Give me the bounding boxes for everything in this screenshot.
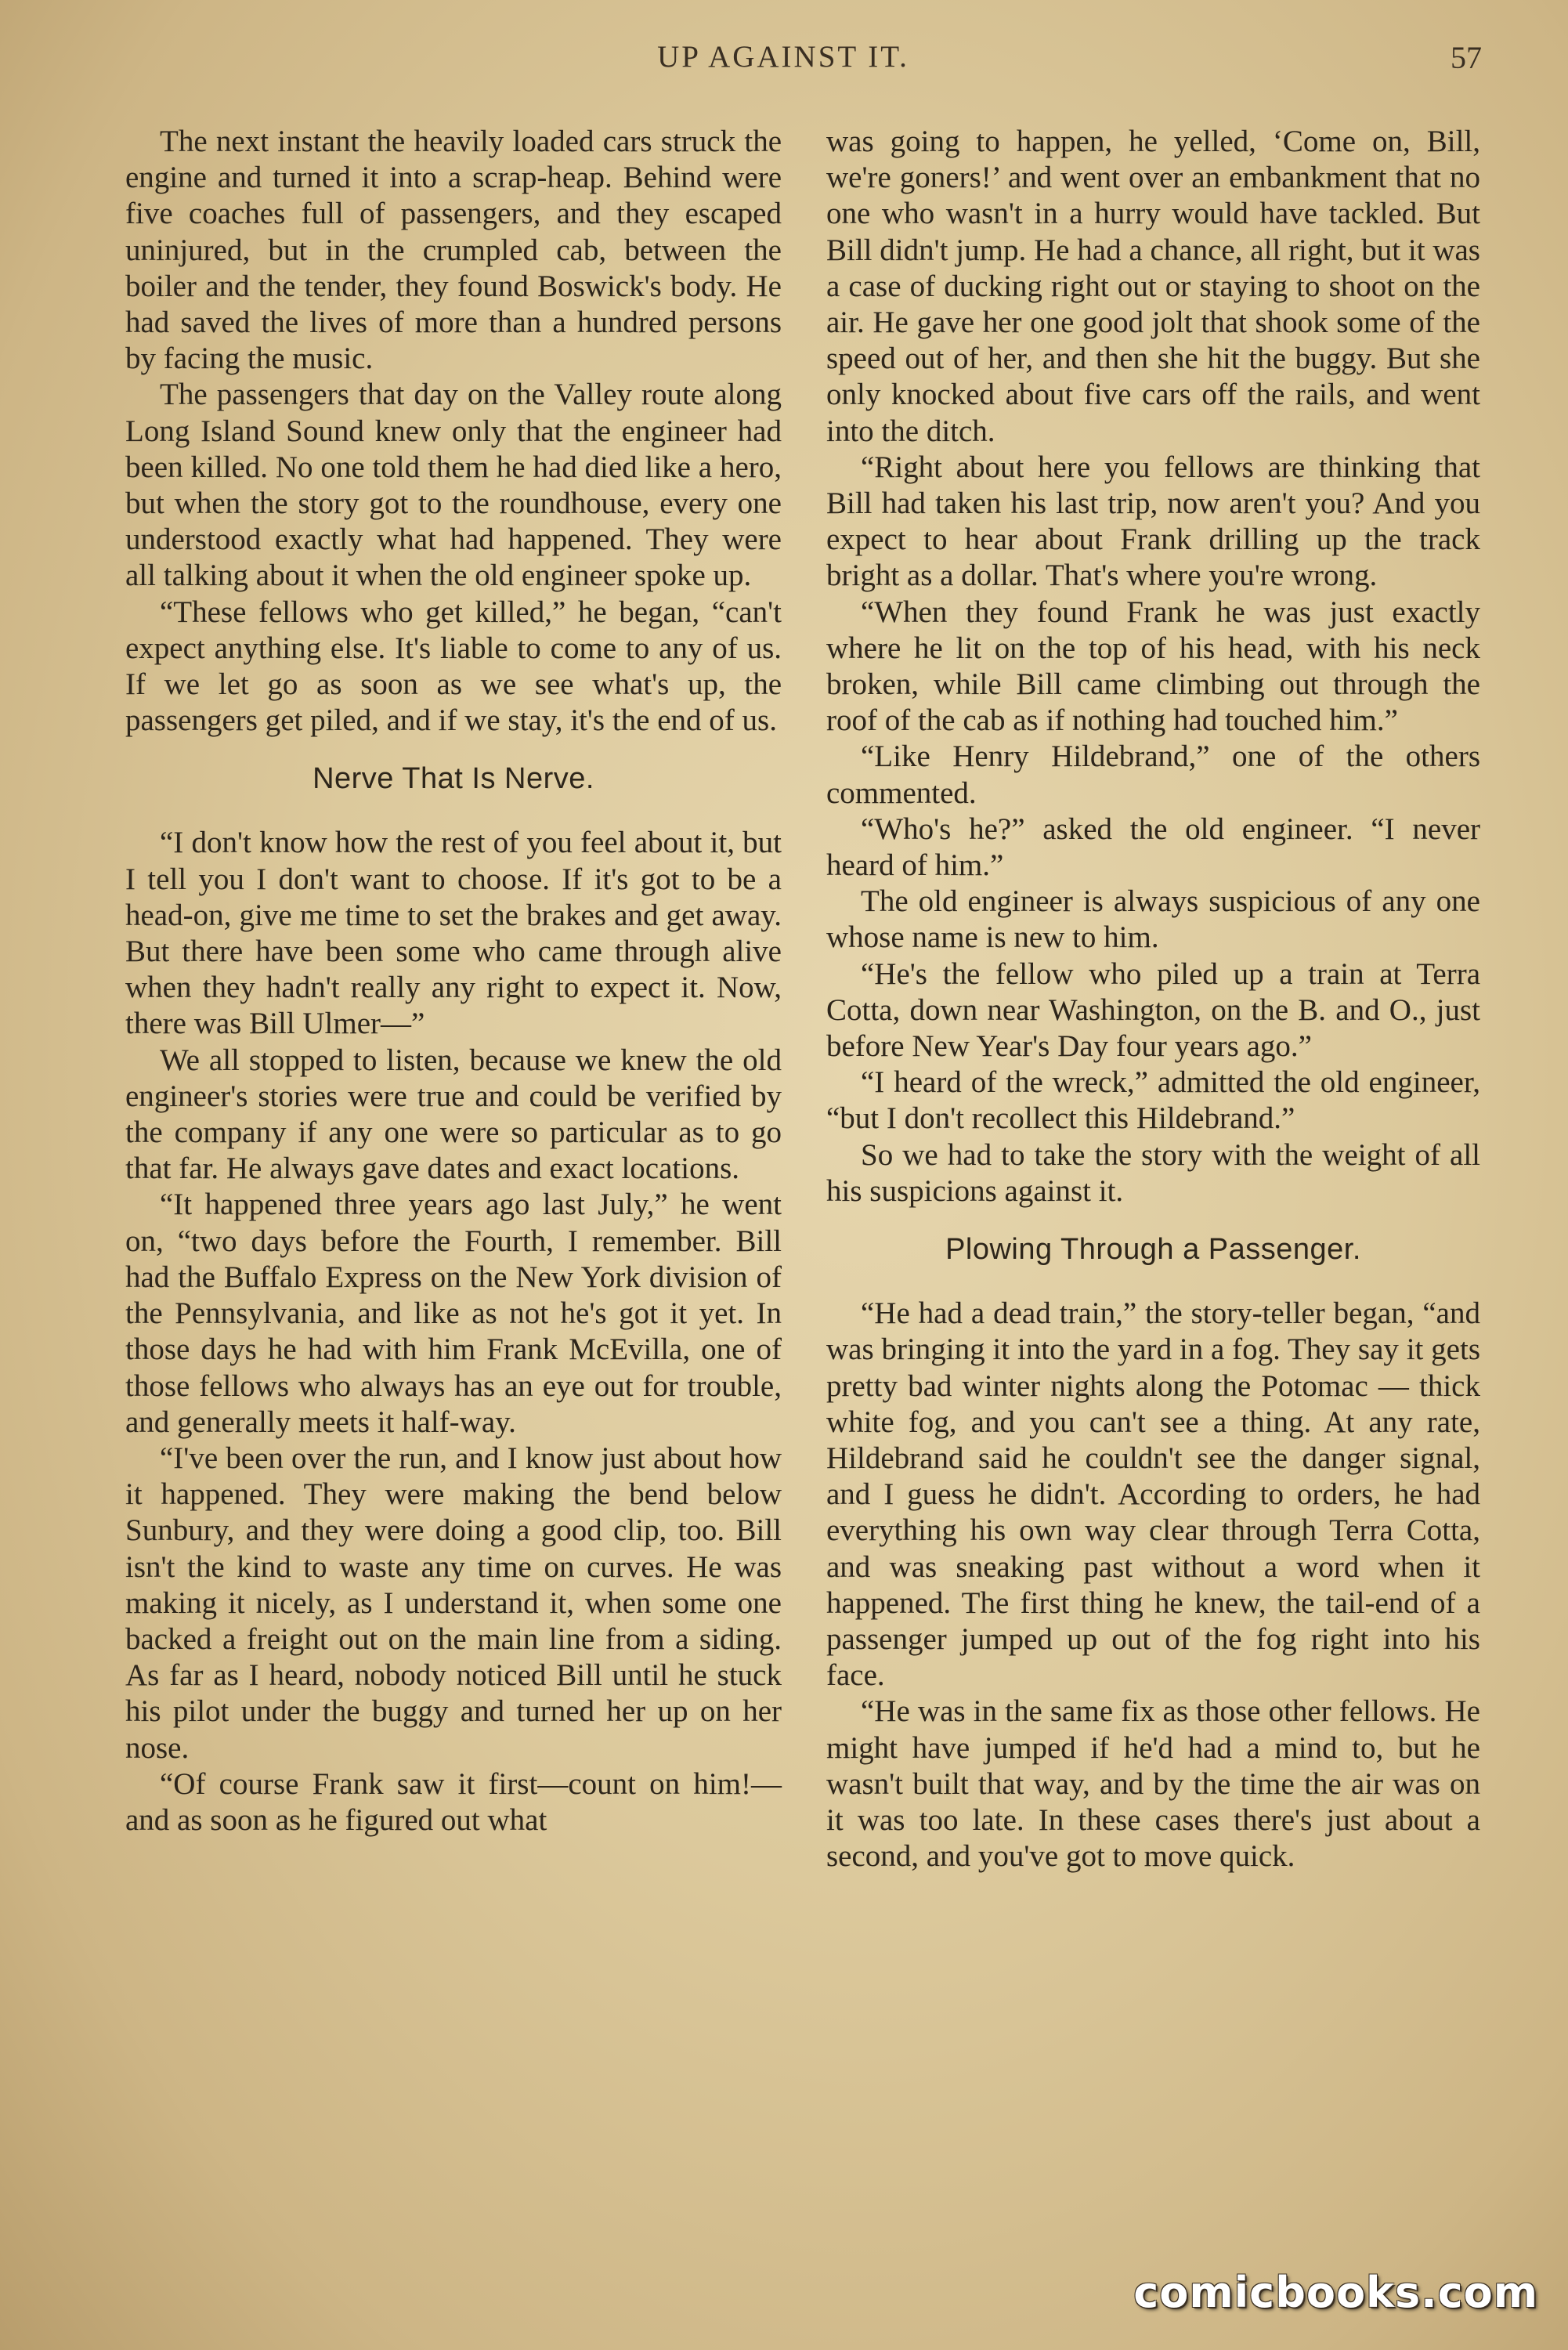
paragraph: “When they found Frank he was just exactly where he lit on the top of his head, with his neck broken, while Bill came climbing out through the roof of the cab as if nothing had touched him.” xyxy=(826,595,1480,738)
paragraph: The next instant the heavily loaded cars struck the engine and turned it into a scrap-heap. Behind were five coaches full of passengers, and they escaped uninjured, but in the crumpled cab, between the boiler and the tender, they found Boswick's body. He had saved the lives of more than a hundred persons by facing the music. xyxy=(125,125,782,376)
paragraph: “He had a dead train,” the story-teller began, “and was bringing it into the yard in a fog. They say it gets pretty bad winter nights along the Potomac — thick white fog, and you can't see a thing. At any rate, Hildebrand said he couldn't see the danger signal, and I guess he didn't. According to orders, he had everything his own way clear through Terra Cotta, and was sneaking past without a word when it happened. The first thing he knew, the tail-end of a passenger jumped up out of the fog right into his face. xyxy=(826,1296,1480,1693)
paragraph: “He's the fellow who piled up a train at Terra Cotta, down near Washington, on the B. and O., just before New Year's Day four years ago.” xyxy=(826,956,1480,1064)
paragraph: “It happened three years ago last July,” he went on, “two days before the Fourth, I remember. Bill had the Buffalo Express on the New York division of the Pennsylvania, and like as not he's got it yet. In those days he had with him Frank McEvilla, one of those fellows who always has an eye out for trouble, and generally meets it half-way. xyxy=(125,1188,782,1439)
right-column xyxy=(826,124,1480,1875)
paragraph: We all stopped to listen, because we knew the old engineer's stories were true and could be verified by the company if any one were so particular as to go that far. He always gave dates and exact locations. xyxy=(125,1043,782,1186)
paragraph: was going to happen, he yelled, ‘Come on, Bill, we're goners!’ and went over an embankment that no one who wasn't in a hurry would have tackled. But Bill didn't jump. He had a chance, all right, but it was a case of ducking right out or staying to shoot on the air. He gave her one good jolt that shook some of the speed out of her, and then she hit the buggy. But she only knocked about five cars off the rails, and went into the ditch. xyxy=(826,125,1480,448)
paragraph: “I don't know how the rest of you feel about it, but I tell you I don't want to choose. If it's got to be a head-on, give me time to set the brakes and get away. But there have been some who came through alive when they hadn't really any right to expect it. Now, there was Bill Ulmer—” xyxy=(125,826,782,1041)
paragraph: “He was in the same fix as those other fellows. He might have jumped if he'd had a mind to, but he wasn't built that way, and by the time the air was on it was too late. In these cases there's just about a second, and you've got to move quick. xyxy=(826,1694,1480,1874)
section-heading: Plowing Through a Passenger. xyxy=(945,1233,1361,1267)
paragraph: The passengers that day on the Valley route along Long Island Sound knew only that the engineer had been killed. No one told them he had died like a hero, but when the story got to the roundhouse, every one understood exactly what had happened. They were all talking about it when the old engineer spoke up. xyxy=(125,378,782,593)
watermark: comicbooks.com xyxy=(1133,2268,1538,2317)
paragraph: “These fellows who get killed,” he began, “can't expect anything else. It's liable to come to any of us. If we let go as soon as we see what's up, the passengers get piled, and if we stay, it's the end of us. xyxy=(125,595,782,738)
paragraph: “Who's he?” asked the old engineer. “I never heard of him.” xyxy=(826,812,1480,883)
paragraph: “I heard of the wreck,” admitted the old engineer, “but I don't recollect this Hildebrand.” xyxy=(826,1065,1480,1136)
page-header xyxy=(0,39,1568,94)
left-column xyxy=(125,124,782,1838)
paragraph: The old engineer is always suspicious of any one whose name is new to him. xyxy=(826,884,1480,955)
paragraph: “Of course Frank saw it first—count on him!—and as soon as he figured out what xyxy=(125,1766,782,1837)
paragraph: “Right about here you fellows are thinking that Bill had taken his last trip, now aren't you? And you expect to hear about Frank drilling up the track bright as a dollar. That's where you're wrong. xyxy=(826,450,1480,593)
paragraph: So we had to take the story with the weight of all his suspicions against it. xyxy=(826,1137,1480,1208)
running-head: UP AGAINST IT. xyxy=(657,40,909,74)
paragraph: “I've been over the run, and I know just about how it happened. They were making the bend below Sunbury, and they were doing a good clip, too. Bill isn't the kind to waste any time on curves. He was making it nicely, as I understand it, when some one backed a freight out on the main line from a siding. As far as I heard, nobody noticed Bill until he stuck his pilot under the buggy and turned her up on her nose. xyxy=(125,1441,782,1765)
page-number: 57 xyxy=(1451,40,1482,75)
section-heading: Nerve That Is Nerve. xyxy=(313,762,594,796)
paragraph: “Like Henry Hildebrand,” one of the others commented. xyxy=(826,739,1480,810)
